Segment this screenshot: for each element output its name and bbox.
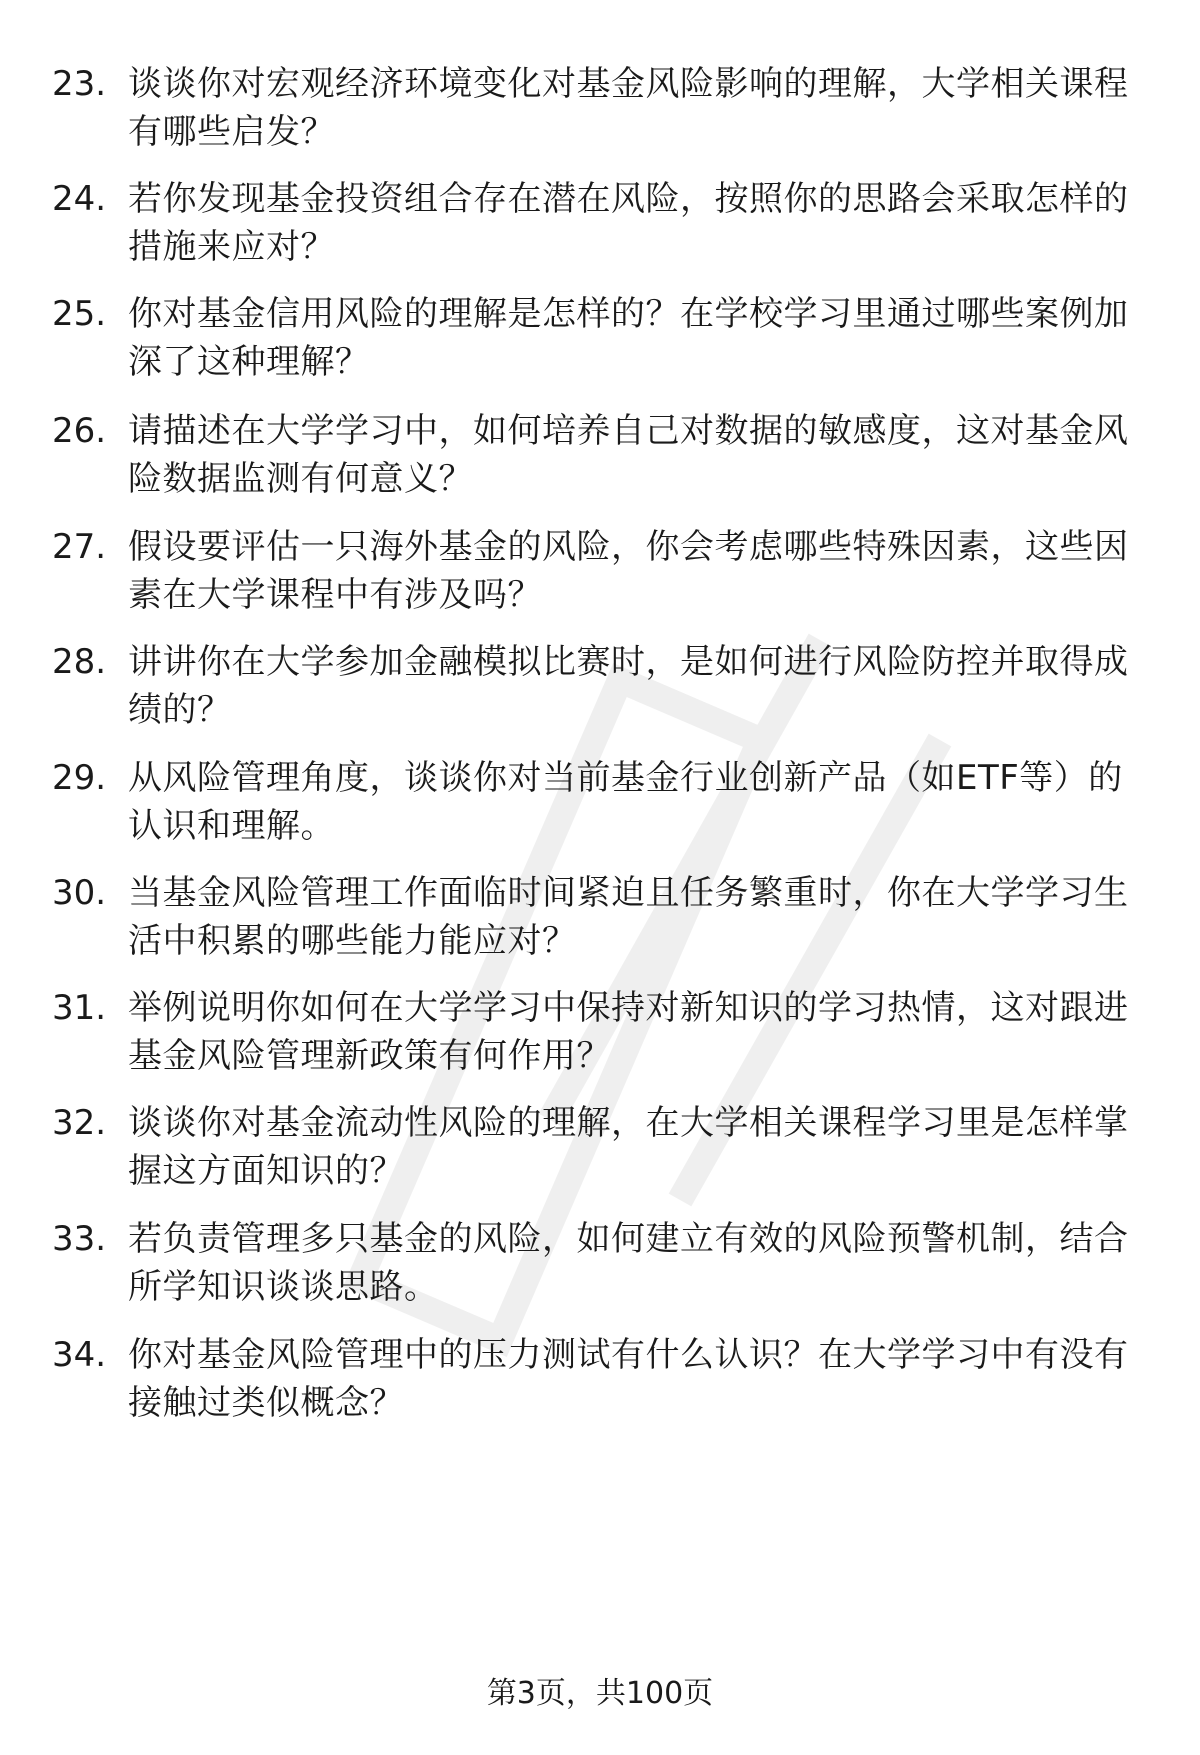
page-footer: 第3页，共100页 — [486, 1676, 714, 1711]
question-item — [0, 523, 1200, 623]
question-item — [0, 638, 1200, 738]
question-number: 26. — [52, 411, 107, 451]
question-item — [0, 1215, 1200, 1315]
question-text: 若你发现基金投资组合存在潜在风险，按照你的思路会采取怎样的措施来应对？ — [128, 179, 1129, 267]
question-item — [0, 869, 1200, 969]
question-number: 28. — [52, 642, 107, 682]
question-number: 27. — [52, 527, 107, 567]
question-text: 当基金风险管理工作面临时间紧迫且任务繁重时，你在大学学习生活中积累的哪些能力能应对？ — [128, 873, 1129, 961]
question-number: 30. — [52, 873, 107, 913]
question-item — [0, 407, 1200, 507]
question-text: 谈谈你对宏观经济环境变化对基金风险影响的理解，大学相关课程有哪些启发？ — [128, 64, 1129, 152]
question-item — [0, 984, 1200, 1084]
question-number: 24. — [52, 179, 107, 219]
question-number: 34. — [52, 1335, 107, 1375]
question-text: 从风险管理角度，谈谈你对当前基金行业创新产品（如ETF等）的认识和理解。 — [128, 758, 1123, 846]
question-number: 33. — [52, 1219, 107, 1259]
question-number: 31. — [52, 988, 107, 1028]
question-item — [0, 60, 1200, 160]
question-text: 请描述在大学学习中，如何培养自己对数据的敏感度，这对基金风险数据监测有何意义？ — [128, 411, 1129, 499]
question-item — [0, 1331, 1200, 1431]
question-number: 23. — [52, 64, 107, 104]
question-text: 你对基金风险管理中的压力测试有什么认识？在大学学习中有没有接触过类似概念？ — [128, 1335, 1129, 1423]
question-item — [0, 175, 1200, 275]
question-item — [0, 754, 1200, 854]
question-item — [0, 1099, 1200, 1199]
question-text: 假设要评估一只海外基金的风险，你会考虑哪些特殊因素，这些因素在大学课程中有涉及吗？ — [128, 527, 1129, 615]
question-text: 你对基金信用风险的理解是怎样的？在学校学习里通过哪些案例加深了这种理解？ — [128, 294, 1129, 382]
question-number: 29. — [52, 758, 107, 798]
question-text: 举例说明你如何在大学学习中保持对新知识的学习热情，这对跟进基金风险管理新政策有何作用？ — [128, 988, 1129, 1076]
question-text: 讲讲你在大学参加金融模拟比赛时，是如何进行风险防控并取得成绩的？ — [128, 642, 1129, 730]
question-item — [0, 290, 1200, 390]
question-text: 谈谈你对基金流动性风险的理解，在大学相关课程学习里是怎样掌握这方面知识的？ — [128, 1103, 1129, 1191]
question-number: 32. — [52, 1103, 107, 1143]
question-number: 25. — [52, 294, 107, 334]
question-text: 若负责管理多只基金的风险，如何建立有效的风险预警机制，结合所学知识谈谈思路。 — [128, 1219, 1129, 1307]
